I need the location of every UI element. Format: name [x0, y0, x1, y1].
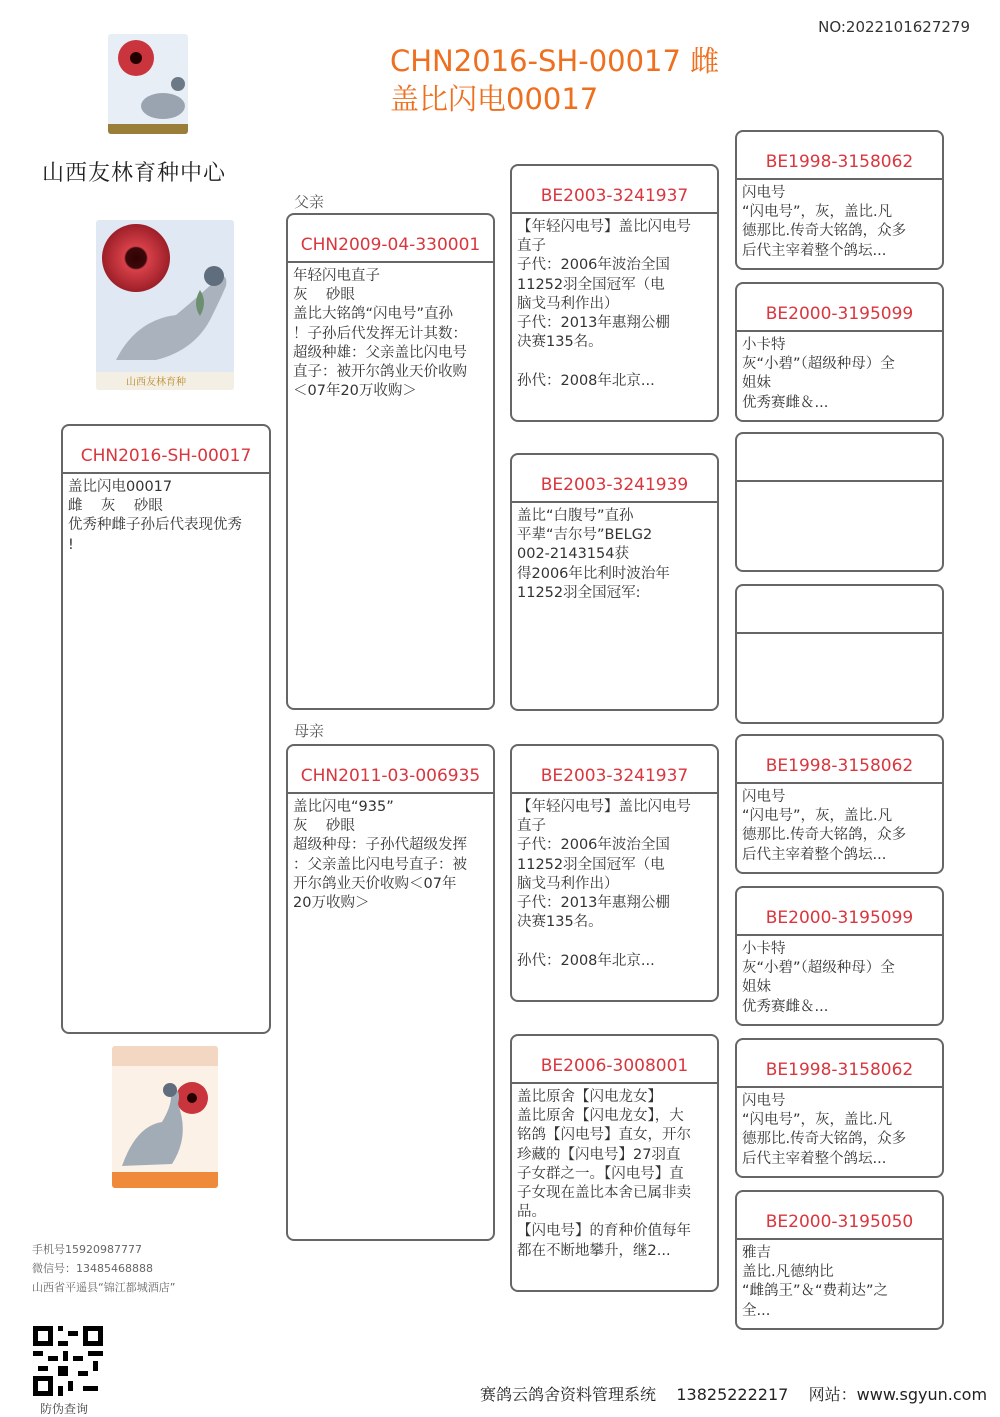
maternal-grandfather-card[interactable] — [510, 744, 719, 1002]
pigeon-photo-small — [108, 34, 188, 134]
maternal-grandmother-ring: BE2006-3008001 — [512, 1036, 717, 1084]
photo-brand-text: 山西友林育种 — [126, 377, 186, 388]
paternal-grandfather-ring: BE2003-3241937 — [512, 166, 717, 214]
great-grandparent-card[interactable] — [735, 734, 944, 874]
great-grandparent-info: 小卡特 灰“小碧”（超级种母）全 姐妹 优秀赛雌＆... — [742, 337, 895, 411]
contact-address: 山西省平遥县“锦江都城酒店” — [32, 1281, 176, 1294]
qr-code[interactable] — [33, 1326, 103, 1396]
subject-ring: CHN2016-SH-00017 — [63, 426, 269, 474]
paternal-grandmother-ring: BE2003-3241939 — [512, 455, 717, 503]
great-grandparent-ring: BE1998-3158062 — [737, 132, 942, 180]
great-grandparent-info: 闪电号 “闪电号”，灰，盖比.凡 德那比.传奇大铭鸽，众多 后代主宰着整个鸽坛... — [742, 789, 907, 863]
great-grandparent-card[interactable] — [735, 886, 944, 1026]
mother-label: 母亲 — [294, 722, 325, 740]
great-grandparent-ring: BE1998-3158062 — [737, 736, 942, 784]
title-ring: CHN2016-SH-00017 雌 — [390, 44, 720, 78]
great-grandparent-info: 闪电号 “闪电号”，灰，盖比.凡 德那比.传奇大铭鸽，众多 后代主宰着整个鸽坛... — [742, 185, 907, 259]
great-grandparent-info: 雅吉 盖比.凡德纳比 “雌鸽王”＆“费莉达”之 全... — [742, 1245, 889, 1319]
footer-system-info: 赛鸽云鸽舍资料管理系统 13825222217 网站：www.sgyun.com — [480, 1385, 988, 1404]
great-grandparent-info — [737, 634, 942, 642]
great-grandparent-info: 闪电号 “闪电号”，灰，盖比.凡 德那比.传奇大铭鸽，众多 后代主宰着整个鸽坛... — [742, 1093, 907, 1167]
pedigree-title — [390, 42, 719, 118]
paternal-grandmother-info: 盖比“白腹号”直孙 平辈“吉尔号”BELG2 002-2143154获 得2006年比利时波治年 11252羽全国冠军: — [517, 508, 670, 601]
maternal-grandmother-card[interactable] — [510, 1034, 719, 1292]
paternal-grandmother-card[interactable] — [510, 453, 719, 711]
great-grandparent-info — [737, 482, 942, 490]
organization-name: 山西友林育种中心 — [42, 161, 227, 186]
contact-phone: 手机号15920987777 — [32, 1243, 142, 1256]
pigeon-poster-image — [112, 1046, 218, 1188]
mother-info: 盖比闪电“935” 灰 砂眼 超级种母：子孙代超级发挥 ：父亲盖比闪电号直子：被 开尔鸽业天价收购＜07年 20万收购＞ — [293, 799, 467, 912]
great-grandparent-info: 小卡特 灰“小碧”（超级种母）全 姐妹 优秀赛雌＆... — [742, 941, 895, 1015]
father-label: 父亲 — [294, 193, 325, 211]
great-grandparent-card[interactable] — [735, 282, 944, 422]
contact-wechat: 微信号：13485468888 — [32, 1262, 153, 1275]
paternal-grandfather-info: 【年轻闪电号】盖比闪电号 直子 子代：2006年波治全国 11252羽全国冠军（电 脑戈马利作出） 子代：2013年惠翔公棚 决赛135名。 孙代：2008年北京... — [517, 219, 691, 389]
father-card[interactable] — [286, 213, 495, 710]
maternal-grandfather-info: 【年轻闪电号】盖比闪电号 直子 子代：2006年波治全国 11252羽全国冠军（电 脑戈马利作出） 子代：2013年惠翔公棚 决赛135名。 孙代：2008年北京... — [517, 799, 691, 969]
great-grandparent-card[interactable] — [735, 1190, 944, 1330]
great-grandparent-ring: BE2000-3195099 — [737, 888, 942, 936]
maternal-grandfather-ring: BE2003-3241937 — [512, 746, 717, 794]
qr-code-label: 防伪查询 — [40, 1402, 89, 1416]
paternal-grandfather-card[interactable] — [510, 164, 719, 422]
great-grandparent-ring — [737, 434, 942, 482]
great-grandparent-card-empty[interactable] — [735, 432, 944, 572]
title-name: 盖比闪电00017 — [390, 82, 599, 116]
great-grandparent-card[interactable] — [735, 1038, 944, 1178]
subject-card[interactable] — [61, 424, 271, 1034]
great-grandparent-card-empty[interactable] — [735, 584, 944, 724]
subject-info: 盖比闪电00017 雌 灰 砂眼 优秀种雌子孙后代表现优秀 ! — [68, 479, 242, 553]
great-grandparent-card[interactable] — [735, 130, 944, 270]
great-grandparent-ring: BE2000-3195050 — [737, 1192, 942, 1240]
maternal-grandmother-info: 盖比原舍【闪电龙女】 盖比原舍【闪电龙女】，大 铭鸽【闪电号】直女，开尔 珍藏的【闪电号】27羽直 子女群之一。【闪电号】直 子女现在盖比本舍已属非卖 品。 【闪电号】的育种价值每年 都在不断地攀升，继2... — [517, 1089, 691, 1259]
great-grandparent-ring: BE2000-3195099 — [737, 284, 942, 332]
mother-ring: CHN2011-03-006935 — [288, 746, 493, 794]
document-number: NO:2022101627279 — [818, 18, 970, 36]
great-grandparent-ring — [737, 586, 942, 634]
mother-card[interactable] — [286, 744, 495, 1241]
father-info: 年轻闪电直子 灰 砂眼 盖比大铭鸽“闪电号”直孙 ！子孙后代发挥无计其数： 超级种雄：父亲盖比闪电号 直子：被开尔鸽业天价收购 ＜07年20万收购＞ — [293, 268, 467, 400]
father-ring: CHN2009-04-330001 — [288, 215, 493, 263]
great-grandparent-ring: BE1998-3158062 — [737, 1040, 942, 1088]
pigeon-photo-main — [96, 220, 234, 390]
